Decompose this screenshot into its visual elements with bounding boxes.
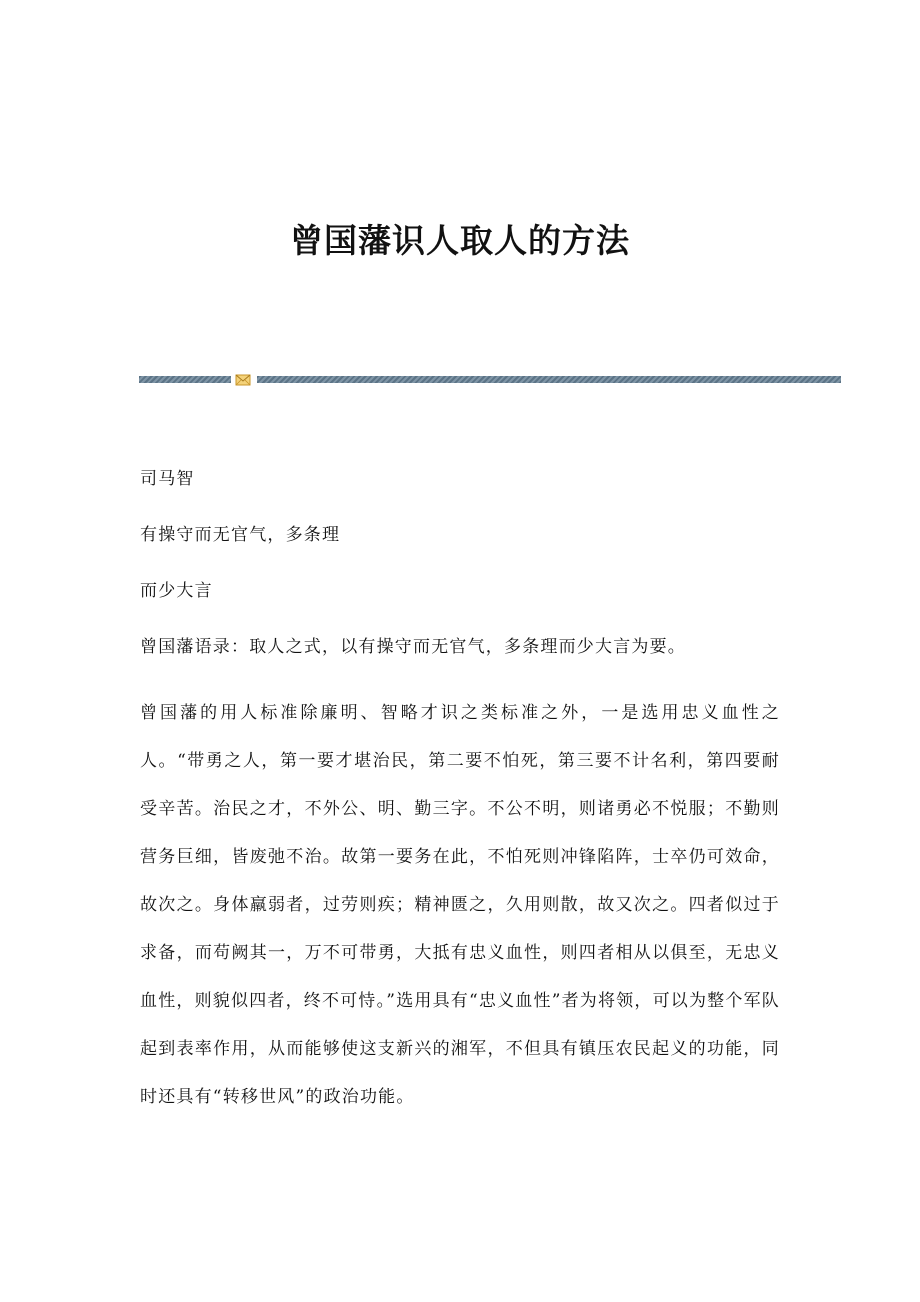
envelope-ornament-icon (235, 374, 251, 386)
subtitle-line-1: 有操守而无官气，多条理 (140, 525, 341, 545)
divider-bar-right (257, 376, 841, 383)
document-body (140, 465, 780, 1121)
body-paragraph: 曾国藩的用人标准除廉明、智略才识之类标准之外，一是选用忠义血性之人。“带勇之人，第一要才堪治民，第二要不怕死，第三要不计名利，第四要耐受辛苦。治民之才，不外公、明、勤三字。不公不明，则诸勇必不悦服；不勤则营务巨细，皆废弛不治。故第一要务在此，不怕死则冲锋陷阵，士卒仍可效命，故次之。身体羸弱者，过劳则疾；精神匮之，久用则散，故又次之。四者似过于求备，而苟阙其一，万不可带勇，大抵有忠义血性，则四者相从以俱至，无忠义血性，则貌似四者，终不可恃。”选用具有“忠义血性”者为将领，可以为整个军队起到表率作用，从而能够使这支新兴的湘军，不但具有镇压农民起义的功能，同时还具有“转移世风”的政治功能。 (140, 703, 780, 1107)
subtitle-line-2: 而少大言 (140, 581, 213, 601)
author-line: 司马智 (140, 469, 195, 489)
title-divider (139, 374, 841, 386)
divider-bar-left (139, 376, 231, 383)
page-title: 曾国藩识人取人的方法 (290, 221, 630, 260)
quote-line: 曾国藩语录：取人之式，以有操守而无官气，多条理而少大言为要。 (140, 637, 686, 657)
